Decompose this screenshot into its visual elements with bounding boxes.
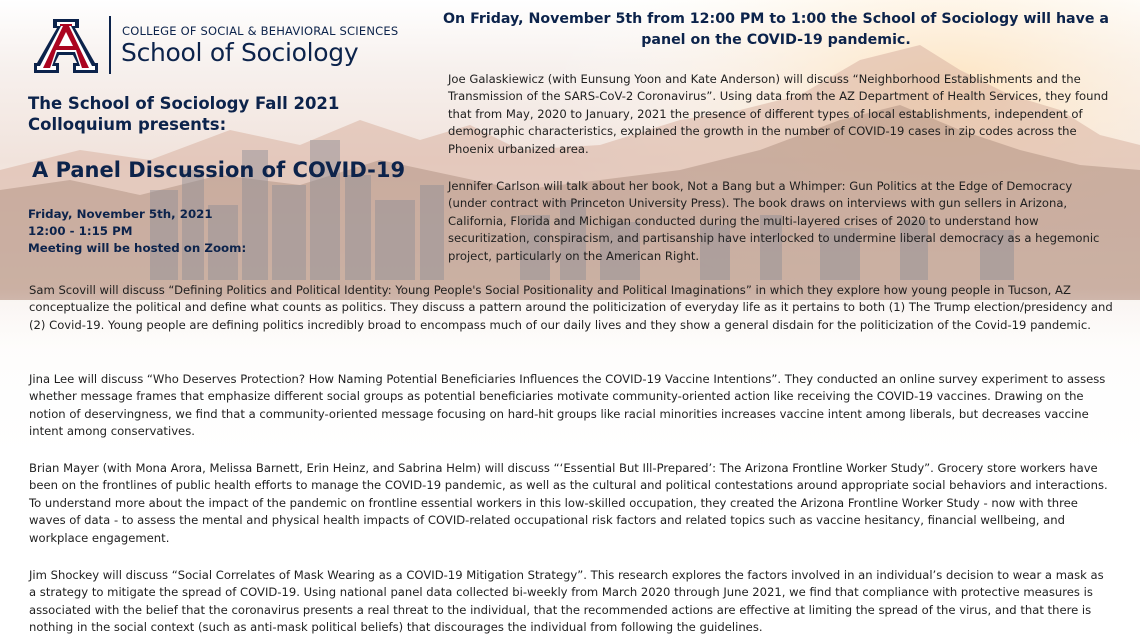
talk-lee: Jina Lee will discuss “Who Deserves Protection? How Naming Potential Beneficiaries Influences the COVID-19 Vaccine Intentions”. They conducted an online survey experiment to assess whether message frames that emphasize different social groups as potential beneficiaries motivate community-oriented action like receiving the COVID-19 vaccines. Drawing on the notion of deservingness, we find that a community-oriented message focusing on hard-hit groups like racial minorities increases vaccine intent among liberals, but decreases vaccine intent among conservatives. [29,372,1106,439]
university-a-logo-icon [33,17,99,75]
event-hosting: Meeting will be hosted on Zoom: [28,241,247,255]
event-date: Friday, November 5th, 2021 [28,207,213,221]
school-name: School of Sociology [121,38,359,67]
logo-divider [109,16,111,74]
panel-title: A Panel Discussion of COVID-19 [32,158,406,182]
announcement-headline: On Friday, November 5th from 12:00 PM to 1:00 the School of Sociology will have a panel on the COVID-19 pandemic. [442,11,1110,48]
event-time: 12:00 - 1:15 PM [28,224,133,238]
talk-scovill: Sam Scovill will discuss “Defining Politics and Political Identity: Young People's Social Positionality and Political Imaginations” in which they explore how young people in Tucson, AZ conceptualize the political and define what counts as politics. They discuss a pattern around the politicization of everyday life as it pertains to both (1) The Trump election/presidency and (2) Covid-19. Young people are defining politics incredibly broad to encompass much of our daily lives and they show a general disdain for the politicization of the Covid-19 pandemic. [29,283,1113,332]
talk-mayer: Brian Mayer (with Mona Arora, Melissa Barnett, Erin Heinz, and Sabrina Helm) will discuss “‘Essential But Ill-Prepared’: The Arizona Frontline Worker Study”. Grocery store workers have been on the frontlines of public health efforts to manage the COVID-19 pandemic, as well as the cultural and political contestations around appropriate social behaviors and interactions. To understand more about the impact of the pandemic on frontline essential workers in this low-skilled occupation, they created the Arizona Frontline Worker Study - now with three waves of data - to assess the mental and physical health impacts of COVID-related occupational risk factors and related topics such as vaccine hesitancy, financial wellbeing, and workplace engagement. [29,461,1108,545]
event-info [28,206,246,257]
college-name: COLLEGE OF SOCIAL & BEHAVIORAL SCIENCES [122,24,399,38]
talk-galaskiewicz: Joe Galaskiewicz (with Eunsung Yoon and Kate Anderson) will discuss “Neighborhood Establishments and the Transmission of the SARS-CoV-2 Coronavirus”. Using data from the AZ Department of Health Services, they found that from May, 2020 to January, 2021 the presence of different types of local establishments, independent of demographic characteristics, explained the growth in the number of COVID-19 cases in zip codes across the Phoenix urbanized area. [448,72,1109,156]
colloquium-heading: The School of Sociology Fall 2021 Colloquium presents: [28,94,340,134]
talk-carlson: Jennifer Carlson will talk about her book, Not a Bang but a Whimper: Gun Politics at the Edge of Democracy (under contract with Princeton University Press). The book draws on interviews with gun sellers in Arizona, California, Florida and Michigan conducted during the multi-layered crises of 2020 to understand how securitization, conspiracism, and partisanship have interlocked to undermine liberal democracy as a hegemonic project, particularly on the American Right. [448,179,1100,263]
talk-shockey: Jim Shockey will discuss “Social Correlates of Mask Wearing as a COVID-19 Mitigation Strategy”. This research explores the factors involved in an individual’s decision to wear a mask as a strategy to mitigate the spread of COVID-19. Using national panel data collected bi-weekly from March 2020 through June 2021, we find that compliance with protective measures is associated with the belief that the coronavirus presents a real threat to the individual, that the recommended actions are effective at limiting the spread of the virus, and that there is nothing in the social context (such as anti-mask political beliefs) that discourages the individual from following the guidelines. [29,568,1104,635]
